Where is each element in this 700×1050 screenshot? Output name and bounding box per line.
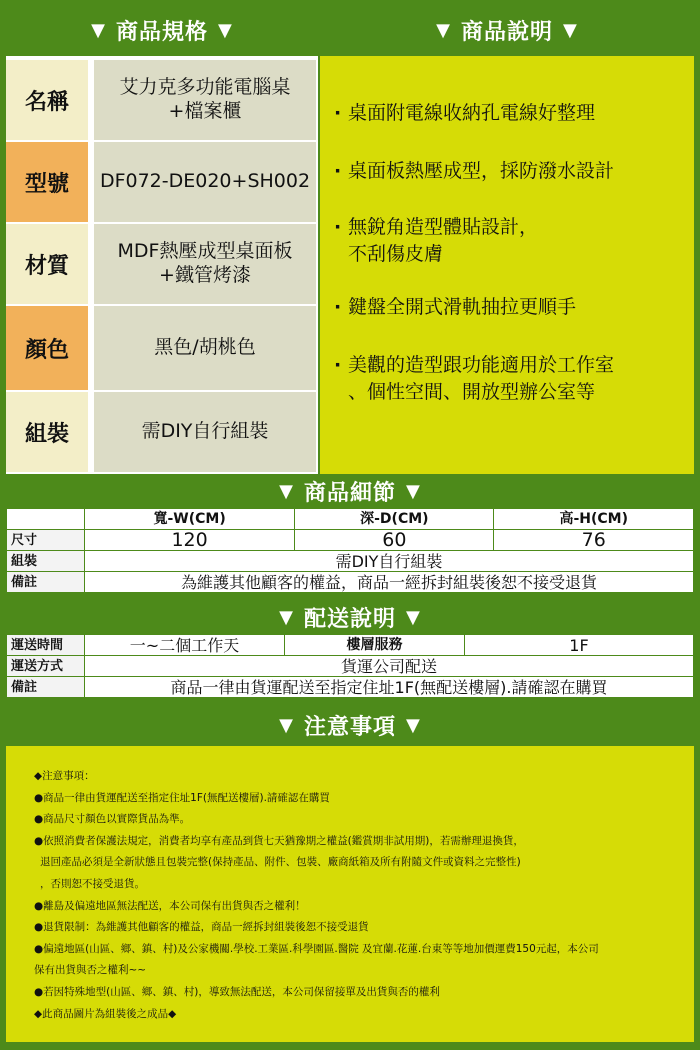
- height-value: 76: [494, 530, 694, 551]
- assembly-label: 組裝: [7, 551, 85, 572]
- notice-line: ●商品一律由貨運配送至指定住址1F(無配送樓層).請確認在購買: [34, 791, 330, 804]
- notice-header-title: 注意事項: [303, 714, 396, 740]
- delivery-header: [6, 602, 694, 632]
- triangle-down-icon: ▼: [91, 19, 106, 41]
- table-row: [7, 656, 694, 677]
- spec-value-assembly: [94, 392, 316, 472]
- spec-label-color: 顏色: [6, 306, 88, 390]
- assembly-value: 需DIY自行組裝: [85, 551, 694, 572]
- desc-item: · 美觀的造型跟功能適用於工作室 、個性空間、開放型辦公室等: [334, 354, 615, 403]
- notice-line: 退回產品必須是全新狀態且包裝完整(保持產品、附件、包裝、廠商紙箱及所有附隨文件或資料之完整性): [40, 856, 521, 869]
- table-row: [7, 677, 694, 698]
- spec-value-model: [94, 142, 316, 222]
- spec-value-color: [94, 306, 316, 390]
- spec-value-material: [94, 224, 316, 304]
- spec-label-material: 材質: [6, 224, 88, 304]
- notice-panel: [6, 746, 694, 1042]
- spec-value-line: +檔案櫃: [168, 100, 242, 122]
- desc-item: · 桌面附電線收納孔電線好整理: [334, 102, 596, 124]
- notice-line: ●商品尺寸顏色以實際貨品為準。: [34, 813, 191, 826]
- depth-value: 60: [295, 530, 494, 551]
- triangle-down-icon: ▼: [436, 19, 451, 41]
- note-value: 為維護其他顧客的權益，商品一經拆封組裝後恕不接受退貨: [85, 572, 694, 593]
- triangle-down-icon: ▼: [563, 19, 578, 41]
- spec-value-line: 艾力克多功能電腦桌: [119, 76, 291, 99]
- notice-line: ●退貨限制：為維護其他顧客的權益，商品一經拆封組裝後恕不接受退貨: [34, 921, 369, 934]
- notice-line: ●離島及偏遠地區無法配送，本公司保有出貨與否之權利！: [34, 899, 306, 912]
- spec-header-title: 商品規格: [115, 19, 208, 45]
- notice-line: ●若因特殊地型(山區、鄉、鎮、村)，導致無法配送，本公司保留接單及出貨與否的權利: [34, 985, 440, 998]
- triangle-down-icon: ▼: [279, 606, 294, 628]
- delivery-note-label: 備註: [7, 677, 85, 698]
- notice-line: ◆此商品圖片為組裝後之成品◆: [34, 1007, 177, 1020]
- col-width-header: 寬-W(CM): [85, 509, 295, 530]
- spec-value-line: 需DIY自行組裝: [141, 420, 269, 443]
- spec-value-line: +鐵管烤漆: [159, 264, 251, 286]
- triangle-down-icon: ▼: [279, 714, 294, 736]
- notice-line: ◆注意事項：: [34, 770, 95, 782]
- table-row: [7, 635, 694, 656]
- desc-item: · 鍵盤全開式滑軌抽拉更順手: [334, 296, 577, 318]
- spec-label-model: 型號: [6, 142, 88, 222]
- detail-table: [6, 508, 694, 593]
- desc-header: [320, 6, 694, 54]
- triangle-down-icon: ▼: [218, 19, 233, 41]
- table-row: [7, 530, 694, 551]
- col-depth-header: 深-D(CM): [295, 509, 494, 530]
- delivery-time-label: 運送時間: [7, 635, 85, 656]
- table-row: [7, 509, 694, 530]
- desc-item: · 桌面板熱壓成型，採防潑水設計: [334, 160, 615, 182]
- notice-line: ●偏遠地區(山區、鄉、鎮、村)及公家機關.學校.工業區.科學園區.醫院 及宜蘭.花蓮.台東等等地加價運費150元起，本公司: [34, 942, 599, 955]
- spec-label-name: 名稱: [6, 60, 88, 140]
- delivery-header-title: 配送說明: [303, 606, 396, 632]
- notice-line: 保有出貨與否之權利~~: [34, 964, 147, 977]
- delivery-note-value: 商品一律由貨運配送至指定住址1F(無配送樓層).請確認在購買: [85, 677, 694, 698]
- detail-header: [6, 476, 694, 506]
- width-value: 120: [85, 530, 295, 551]
- spec-value-line: MDF熱壓成型桌面板: [117, 240, 293, 263]
- triangle-down-icon: ▼: [406, 480, 421, 502]
- notice-line: ，否則恕不接受退貨。: [40, 877, 145, 890]
- col-height-header: 高-H(CM): [494, 509, 694, 530]
- spec-value-name: [94, 60, 316, 140]
- triangle-down-icon: ▼: [406, 606, 421, 628]
- triangle-down-icon: ▼: [406, 714, 421, 736]
- size-label: 尺寸: [7, 530, 85, 551]
- delivery-time-value: 一~二個工作天: [85, 635, 285, 656]
- notice-header: [6, 706, 694, 744]
- note-label: 備註: [7, 572, 85, 593]
- spec-value-line: 黑色/胡桃色: [154, 336, 256, 359]
- desc-header-title: 商品說明: [460, 19, 553, 45]
- spec-value-line: DF072-DE020+SH002: [99, 170, 311, 193]
- table-row: [7, 572, 694, 593]
- spec-label-assembly: 組裝: [6, 392, 88, 472]
- delivery-method-value: 貨運公司配送: [85, 656, 694, 677]
- delivery-table: [6, 634, 694, 698]
- detail-header-title: 商品細節: [303, 480, 396, 506]
- floor-service-label: 樓層服務: [285, 635, 465, 656]
- spec-header: [6, 6, 318, 54]
- table-row: [7, 551, 694, 572]
- triangle-down-icon: ▼: [279, 480, 294, 502]
- notice-line: ●依照消費者保護法規定，消費者均享有產品到貨七天猶豫期之權益(鑑賞期非試用期)，若需辦理退換貨，: [34, 834, 524, 847]
- floor-service-value: 1F: [465, 635, 694, 656]
- desc-item: · 無銳角造型體貼設計， 不刮傷皮膚: [334, 216, 539, 265]
- delivery-method-label: 運送方式: [7, 656, 85, 677]
